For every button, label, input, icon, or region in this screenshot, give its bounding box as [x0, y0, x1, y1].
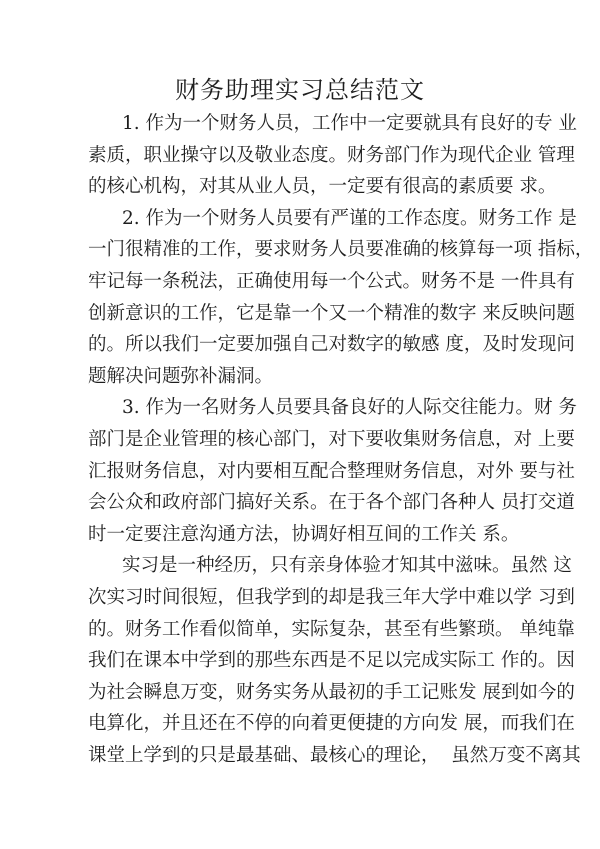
- paragraph-4: [88, 550, 581, 771]
- text-line: 2. 作为一个财务人员要有严谨的工作态度。财务工作 是: [122, 207, 577, 229]
- text-line: 我们在课本中学到的那些东西是不足以完成实际工 作的。因: [88, 650, 575, 672]
- text-line: 一门很精准的工作，要求财务人员要准确的核算每一项 指标，: [88, 239, 594, 261]
- text-line: 的。所以我们一定要加强自己对数字的敏感 度，及时发现问: [88, 334, 575, 356]
- text-line: 部门是企业管理的核心部门，对下要收集财务信息，对 上要: [88, 428, 575, 450]
- document-title: 财务助理实习总结范文: [175, 76, 425, 104]
- text-line: 的。财务工作看似简单，实际复杂，甚至有些繁琐。 单纯靠: [88, 618, 575, 640]
- text-line: 1. 作为一个财务人员，工作中一定要就具有良好的专 业: [122, 113, 577, 134]
- text-line: 汇报财务信息，对内要相互配合整理财务信息，对外 要与社: [88, 460, 575, 482]
- paragraph-1: [88, 108, 577, 203]
- text-line: 会公众和政府部门搞好关系。在于各个部门各种人 员打交道: [88, 492, 575, 514]
- text-line: 创新意识的工作，它是靠一个又一个精准的数字 来反映问题: [88, 302, 575, 324]
- document-body: [88, 108, 594, 771]
- text-line: 3. 作为一名财务人员要具备良好的人际交往能力。财 务: [122, 397, 577, 419]
- text-line: 课堂上学到的只是最基础、最核心的理论， 虽然万变不离其: [88, 744, 581, 766]
- text-line: 电算化，并且还在不停的向着更便捷的方向发 展，而我们在: [88, 713, 575, 735]
- paragraph-3: [88, 392, 577, 550]
- text-line: 实习是一种经历，只有亲身体验才知其中滋味。虽然 这: [122, 555, 572, 577]
- text-line: 时一定要注意沟通方法，协调好相互间的工作关 系。: [88, 523, 520, 545]
- paragraph-2: [88, 203, 594, 393]
- text-line: 素质，职业操守以及敬业态度。财务部门作为现代企业 管理: [88, 144, 575, 166]
- text-line: 牢记每一条税法，正确使用每一个公式。财务不是 一件具有: [88, 270, 575, 292]
- text-line: 为社会瞬息万变，财务实务从最初的手工记账发 展到如今的: [88, 681, 575, 703]
- text-line: 题解决问题弥补漏洞。: [88, 365, 274, 387]
- text-line: 次实习时间很短，但我学到的却是我三年大学中难以学 习到: [88, 586, 575, 608]
- text-line: 的核心机构，对其从业人员，一定要有很高的素质要 求。: [88, 176, 557, 198]
